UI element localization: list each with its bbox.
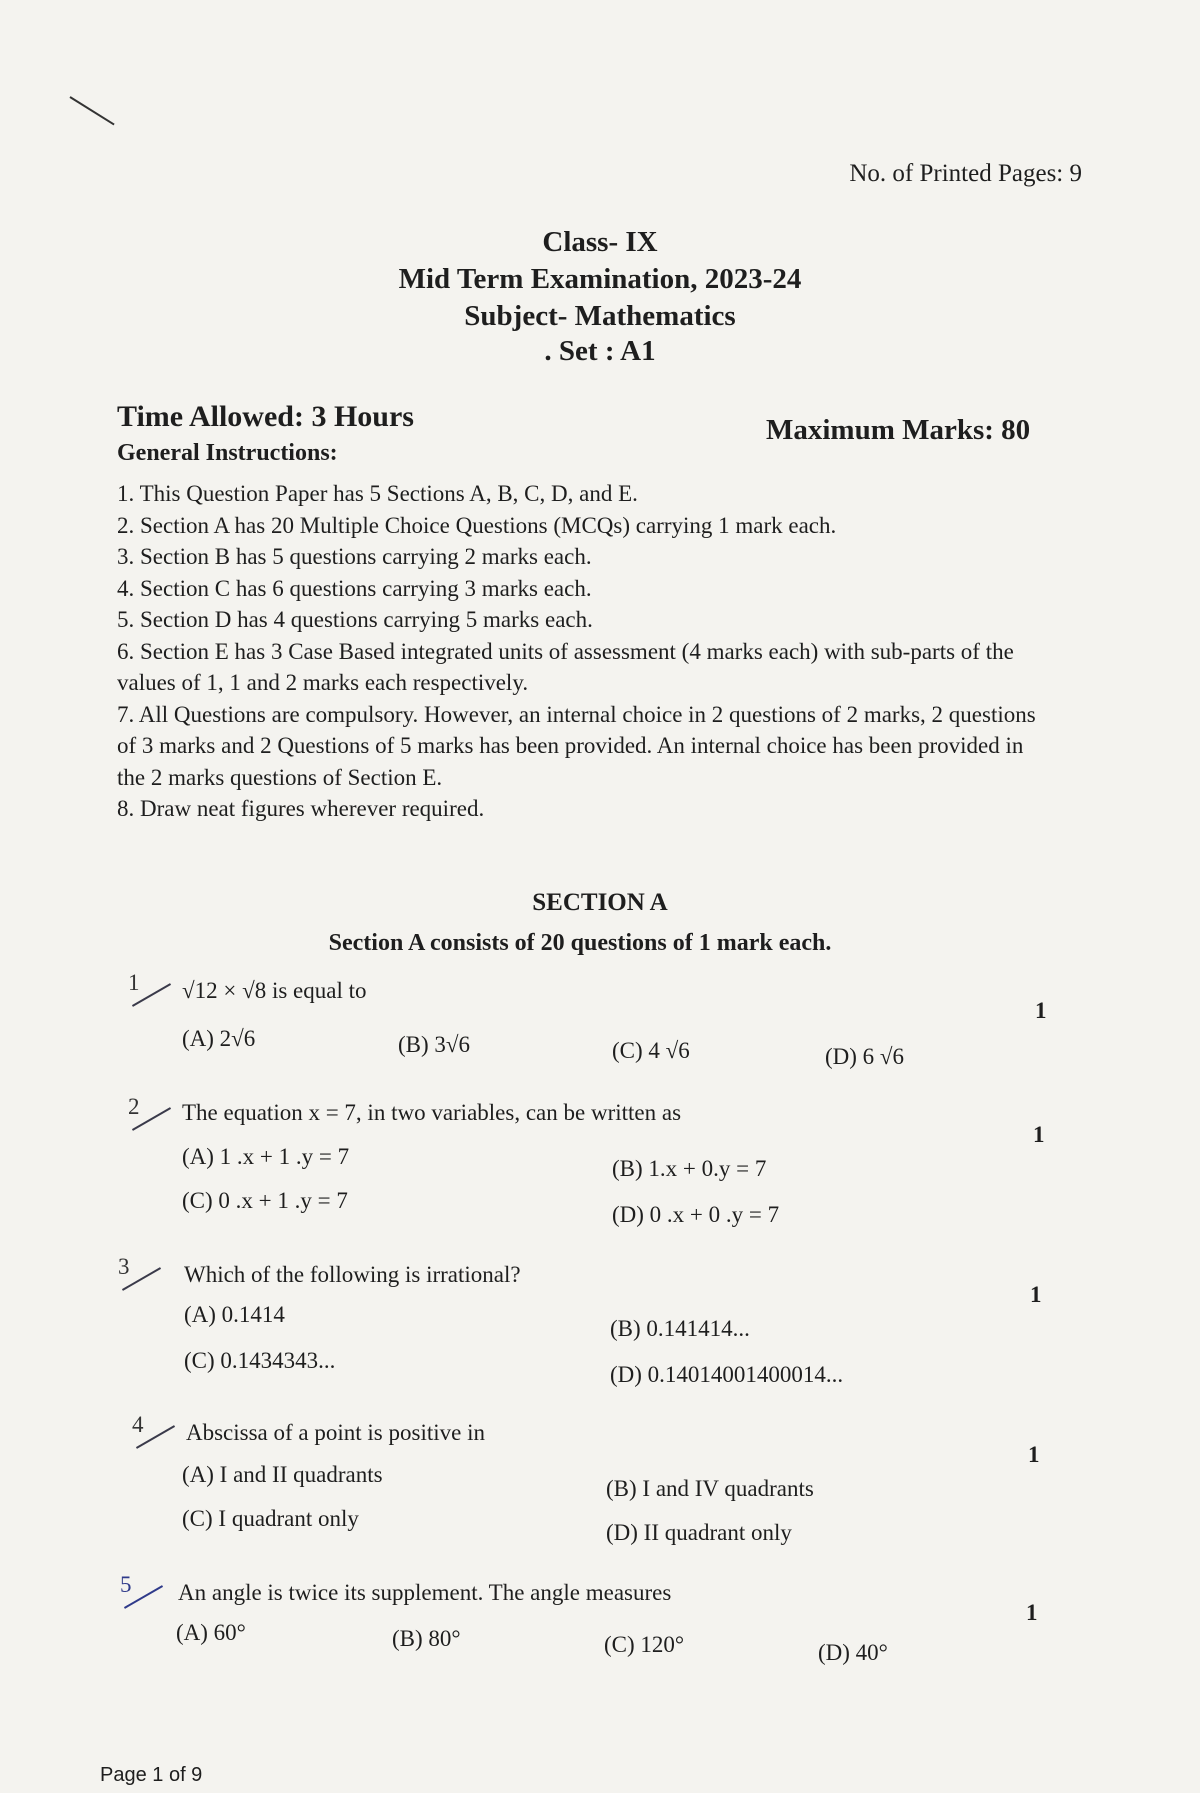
question-mark: 1: [1030, 1282, 1042, 1307]
option-a: (A) 60°: [176, 1620, 246, 1645]
instructions-list: [117, 478, 1057, 825]
question-text: An angle is twice its supplement. The angle measures: [178, 1580, 672, 1605]
option-b: (B) 1.x + 0.y = 7: [612, 1156, 767, 1181]
question-text: Abscissa of a point is positive in: [186, 1420, 485, 1445]
question-mark: 1: [1033, 1122, 1045, 1147]
set-title: . Set : A1: [544, 335, 656, 367]
printed-pages: No. of Printed Pages: 9: [849, 160, 1082, 187]
exam-title: Mid Term Examination, 2023-24: [398, 263, 802, 295]
time-allowed: Time Allowed: 3 Hours: [117, 400, 414, 433]
option-a: (A) 0.1414: [184, 1302, 285, 1327]
question-number: 1: [128, 970, 140, 996]
option-a: (A) 2√6: [182, 1026, 256, 1051]
class-title: Class- IX: [542, 226, 658, 258]
page-footer: Page 1 of 9: [100, 1764, 203, 1786]
question-text: Which of the following is irrational?: [184, 1262, 521, 1287]
maximum-marks: Maximum Marks: 80: [766, 414, 1031, 446]
option-b: (B) I and IV quadrants: [606, 1476, 814, 1501]
option-c: (C) 4 √6: [612, 1038, 690, 1063]
option-d: (D) II quadrant only: [606, 1520, 792, 1545]
option-a: (A) I and II quadrants: [182, 1462, 383, 1487]
option-b: (B) 80°: [392, 1626, 461, 1651]
option-c: (C) 0.1434343...: [184, 1348, 336, 1373]
instruction-item: 4. Section C has 6 questions carrying 3 marks each.: [117, 575, 592, 601]
question-mark: 1: [1026, 1600, 1038, 1625]
instruction-item: 8. Draw neat figures wherever required.: [117, 796, 485, 821]
instruction-item: 7. All Questions are compulsory. However, an internal choice in 2 questions of 2 marks, 2 questions of 3 marks and 2 Questions of 5 marks has been provided. An internal choice has been provided in the 2 marks questions of Section E.: [117, 701, 1036, 790]
option-c: (C) 120°: [604, 1632, 685, 1657]
question-mark: 1: [1028, 1442, 1040, 1467]
option-b: (B) 0.141414...: [610, 1316, 750, 1341]
section-subtitle: Section A consists of 20 questions of 1 mark each.: [328, 930, 832, 956]
subject-title: Subject- Mathematics: [464, 300, 736, 332]
option-b: (B) 3√6: [398, 1032, 471, 1057]
option-d: (D) 0.14014001400014...: [610, 1362, 844, 1387]
option-d: (D) 0 .x + 0 .y = 7: [612, 1202, 780, 1227]
option-d: (D) 40°: [818, 1640, 888, 1665]
option-c: (C) 0 .x + 1 .y = 7: [182, 1188, 348, 1213]
instruction-item: 5. Section D has 4 questions carrying 5 marks each.: [117, 607, 593, 632]
question-number: 5: [120, 1572, 132, 1598]
question-number: 4: [132, 1412, 144, 1438]
question-number: 3: [118, 1254, 130, 1280]
option-a: (A) 1 .x + 1 .y = 7: [182, 1144, 350, 1169]
question-text: The equation x = 7, in two variables, can be written as: [182, 1100, 682, 1125]
instruction-item: 6. Section E has 3 Case Based integrated units of assessment (4 marks each) with sub-parts of the values of 1, 1 and 2 marks each respectively.: [117, 638, 1014, 695]
question-number: 2: [128, 1094, 140, 1120]
instruction-item: 2. Section A has 20 Multiple Choice Questions (MCQs) carrying 1 mark each.: [117, 512, 837, 538]
pen-tick-mark: [69, 96, 114, 125]
general-instructions-title: General Instructions:: [117, 440, 338, 466]
question-text: √12 × √8 is equal to: [182, 978, 367, 1003]
question-mark: 1: [1035, 998, 1047, 1023]
option-d: (D) 6 √6: [825, 1044, 905, 1069]
option-c: (C) I quadrant only: [182, 1506, 359, 1531]
instruction-item: 3. Section B has 5 questions carrying 2 marks each.: [117, 544, 592, 569]
instruction-item: 1. This Question Paper has 5 Sections A, B, C, D, and E.: [117, 481, 638, 506]
section-title: SECTION A: [532, 889, 668, 916]
